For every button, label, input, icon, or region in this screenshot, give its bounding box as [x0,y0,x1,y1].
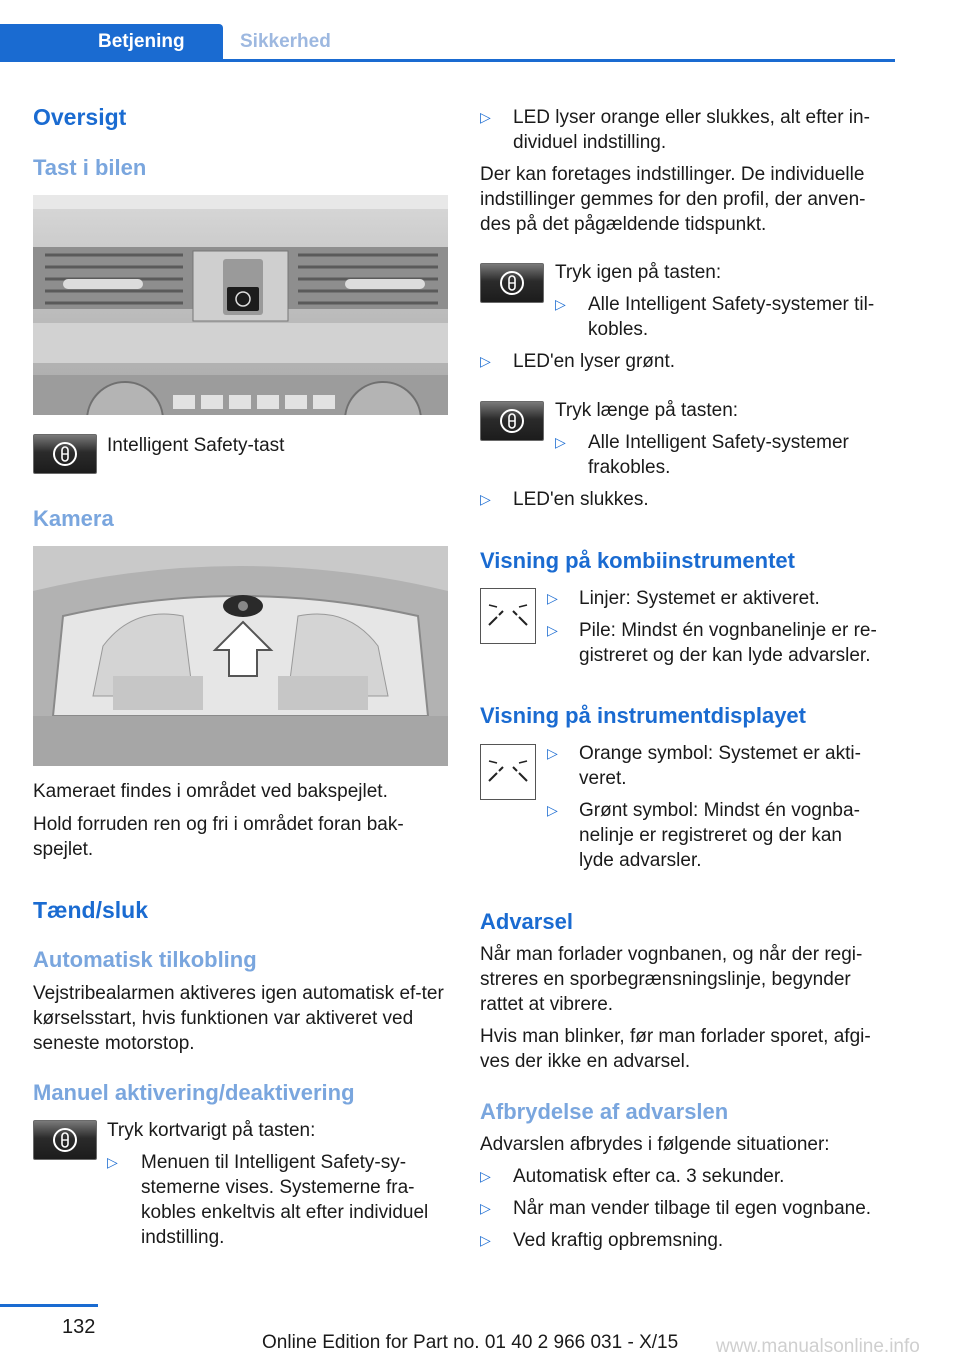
edition-line: Online Edition for Part no. 01 40 2 966 031 - X/15 [262,1332,679,1353]
list-item [480,1196,895,1221]
list-item [547,618,895,668]
list-item-text: Menuen til Intelligent Safety-sy-stemerne vises. Systemerne fra-kobles enkeltvis alt efter individuel indstilling. [141,1152,429,1248]
dashboard-illustration-icon [33,195,448,415]
list-item-text: LED'en lyser grønt. [513,351,676,372]
kamera-text-2: Hold forruden ren og fri i området foran bak-spejlet. [33,814,404,860]
intelligent-safety-button-icon [480,263,544,303]
triangle-right-icon: ▷ [547,745,558,761]
heading-manuel-aktivering: Manuel aktivering/deaktivering [33,1080,355,1105]
list-item-text: Grønt symbol: Mindst én vognba-nelinje er registreret og der kan lyde advarsler. [579,800,860,871]
list-item [480,105,895,155]
list-item [480,1164,895,1189]
lane-lines-icon [481,589,535,643]
triangle-right-icon: ▷ [480,353,491,369]
tab-betjening[interactable]: Betjening [0,24,223,60]
list-item-text: Ved kraftig opbremsning. [513,1230,724,1251]
heading-oversigt: Oversigt [33,104,127,130]
indstillinger-text: Der kan foretages indstillinger. De individuelle indstillinger gemmes for den profil, der anven-des på det pågældende tidspunkt. [480,164,866,235]
afbryd-text: Advarslen afbrydes i følgende situationer: [480,1134,830,1155]
list-item [547,586,895,611]
list-item [480,349,895,374]
lane-lines-icon [481,745,535,799]
windshield-camera-illustration-icon [33,546,448,766]
heading-visning-instrumentdisplay: Visning på instrumentdisplayet [480,703,806,728]
list-item-text: Orange symbol: Systemet er akti-veret. [579,743,861,789]
heading-kamera: Kamera [33,506,114,531]
lane-departure-icon [480,588,536,644]
header-rule [0,59,895,62]
list-item [480,1228,895,1253]
heading-advarsel: Advarsel [480,909,573,934]
tab-sikkerhed[interactable]: Sikkerhed [240,31,331,52]
triangle-right-icon: ▷ [547,622,558,638]
heading-visning-kombiinstrument: Visning på kombiinstrumentet [480,548,795,573]
footer-rule [0,1304,98,1307]
triangle-right-icon: ▷ [547,590,558,606]
safety-symbol-icon [51,1126,79,1154]
list-item [107,1150,447,1250]
list-item-text: Når man vender tilbage til egen vognbane. [513,1198,872,1219]
page-header [0,0,895,62]
heading-afbrydelse: Afbrydelse af advarslen [480,1099,729,1124]
page-number: 132 [62,1316,96,1338]
triangle-right-icon: ▷ [480,109,491,125]
lane-departure-icon [480,744,536,800]
camera-photo [33,546,448,766]
tast-caption: Intelligent Safety-tast [107,435,285,456]
list-item-text: Pile: Mindst én vognbanelinje er re-gistreret og der kan lyde advarsler. [579,620,877,666]
triangle-right-icon: ▷ [547,802,558,818]
triangle-right-icon: ▷ [480,1200,491,1216]
auto-text: Vejstribealarmen aktiveres igen automatisk ef-ter kørselsstart, hvis funktionen var aktiveret ved seneste motorstop. [33,983,444,1054]
heading-tast-i-bilen: Tast i bilen [33,155,147,180]
manuel-text: Tryk kortvarigt på tasten: [107,1120,316,1141]
intelligent-safety-button-icon [33,434,97,474]
tryk-igen-text: Tryk igen på tasten: [555,262,722,283]
list-item [547,741,895,791]
heading-taend-sluk: Tænd/sluk [33,897,149,923]
triangle-right-icon: ▷ [480,491,491,507]
safety-symbol-icon [498,407,526,435]
heading-automatisk-tilkobling: Automatisk tilkobling [33,947,257,972]
list-item [480,487,895,512]
tryk-laenge-text: Tryk længe på tasten: [555,400,739,421]
list-item-text: LED lyser orange eller slukkes, alt efter in-dividuel indstilling. [513,107,870,153]
intelligent-safety-button-icon [480,401,544,441]
list-item [555,430,895,480]
triangle-right-icon: ▷ [107,1154,118,1170]
advarsel-text-2: Hvis man blinker, før man forlader sporet, afgi-ves der ikke en advarsel. [480,1026,871,1072]
triangle-right-icon: ▷ [555,296,566,312]
list-item-text: Automatisk efter ca. 3 sekunder. [513,1166,785,1187]
triangle-right-icon: ▷ [480,1168,491,1184]
watermark: www.manualsonline.info [716,1336,920,1357]
safety-symbol-icon [51,440,79,468]
advarsel-text-1: Når man forlader vognbanen, og når der regi-streres en sporbegrænsningslinje, begynder rattet at vibrere. [480,944,863,1015]
list-item-text: Alle Intelligent Safety-systemer frakobles. [588,432,849,478]
kamera-text-1: Kameraet findes i området ved bakspejlet. [33,781,388,802]
safety-symbol-icon [498,269,526,297]
list-item-text: LED'en slukkes. [513,489,649,510]
list-item-text: Linjer: Systemet er aktiveret. [579,588,820,609]
list-item [555,292,895,342]
triangle-right-icon: ▷ [480,1232,491,1248]
dashboard-photo [33,195,448,415]
triangle-right-icon: ▷ [555,434,566,450]
list-item-text: Alle Intelligent Safety-systemer til-kobles. [588,294,875,340]
list-item [547,798,867,873]
intelligent-safety-button-icon [33,1120,97,1160]
